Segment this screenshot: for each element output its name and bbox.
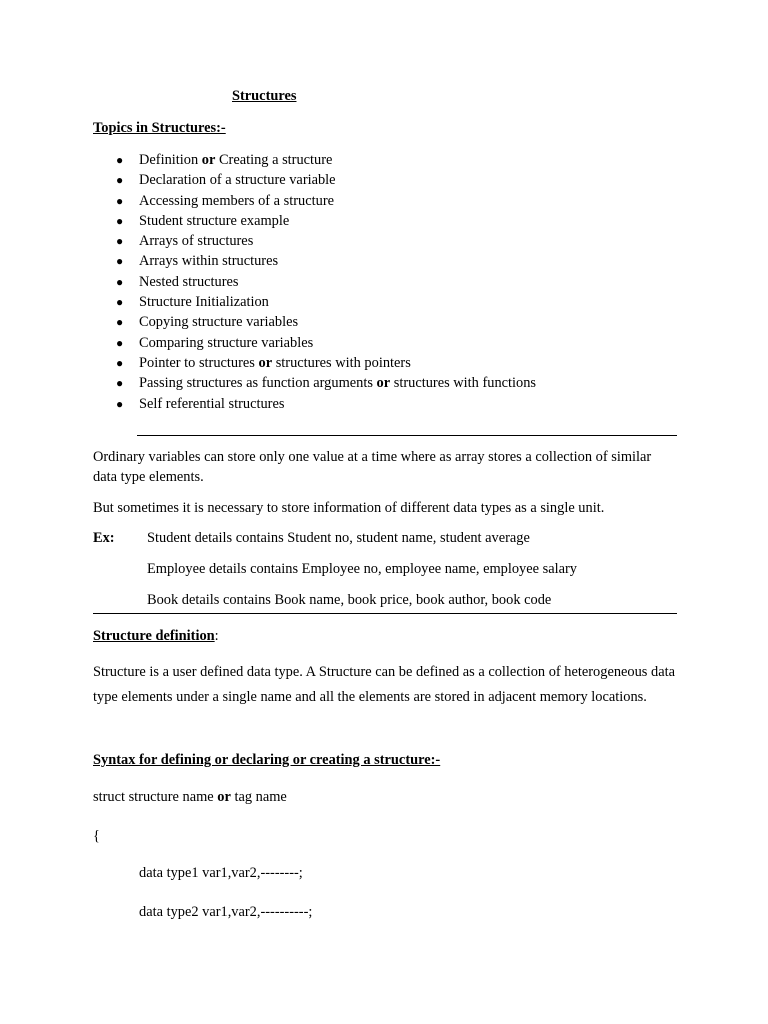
bullet-icon: ● — [116, 295, 124, 310]
list-item: ● Nested structures — [116, 273, 239, 290]
bullet-icon: ● — [116, 193, 124, 208]
bullet-icon: ● — [116, 234, 124, 249]
bullet-icon: ● — [116, 315, 124, 330]
intro-paragraph: Ordinary variables can store only one value at a time where as array stores a collection of similar data type elements. — [93, 449, 652, 485]
list-item: ● Student structure example — [116, 212, 290, 229]
sometimes-paragraph: But sometimes it is necessary to store information of different data types as a single unit. — [93, 500, 605, 516]
list-item: ● Declaration of a structure variable — [116, 172, 336, 189]
bullet-icon: ● — [116, 376, 124, 391]
list-item: ● Definition or Creating a structure — [116, 152, 333, 168]
divider — [93, 613, 677, 614]
document-title: Structures — [232, 88, 297, 104]
examples-label: Ex: — [93, 530, 115, 546]
list-item: ● Copying structure variables — [116, 314, 299, 331]
bullet-icon: ● — [116, 396, 124, 411]
divider — [137, 435, 677, 436]
bullet-icon: ● — [116, 355, 124, 370]
bullet-icon: ● — [116, 173, 124, 188]
list-item: ● Pointer to structures or structures with pointers — [116, 354, 411, 371]
list-item: ● Passing structures as function arguments or structures with functions — [116, 375, 537, 392]
topics-list — [116, 150, 536, 414]
definition-heading: Structure definition: — [93, 628, 219, 644]
example-student: Student details contains Student no, student name, student average — [147, 530, 530, 546]
list-item: ● Structure Initialization — [116, 294, 269, 311]
list-item: ● Arrays within structures — [116, 253, 279, 270]
syntax-field-1: data type1 var1,var2,--------; — [139, 865, 303, 881]
list-item: ● Accessing members of a structure — [116, 192, 335, 209]
bullet-icon: ● — [116, 335, 124, 350]
syntax-struct-line: struct structure name or tag name — [93, 789, 287, 805]
syntax-open-brace: { — [93, 828, 100, 844]
bullet-icon: ● — [116, 213, 124, 228]
bullet-icon: ● — [116, 254, 124, 269]
syntax-heading: Syntax for defining or declaring or creating a structure:- — [93, 752, 441, 768]
topics-heading: Topics in Structures:- — [93, 120, 226, 136]
syntax-field-2: data type2 var1,var2,----------; — [139, 904, 313, 920]
bullet-icon: ● — [116, 274, 124, 289]
list-item: ● Self referential structures — [116, 395, 285, 412]
example-book: Book details contains Book name, book price, book author, book code — [147, 592, 552, 608]
definition-paragraph: Structure is a user defined data type. A Structure can be defined as a collection of heterogeneous data type elements under a single name and all the elements are stored in adjacent memory locations. — [93, 664, 675, 705]
example-employee: Employee details contains Employee no, employee name, employee salary — [147, 561, 577, 577]
list-item: ● Comparing structure variables — [116, 334, 314, 351]
bullet-icon: ● — [116, 153, 124, 167]
list-item: ● Arrays of structures — [116, 233, 254, 250]
